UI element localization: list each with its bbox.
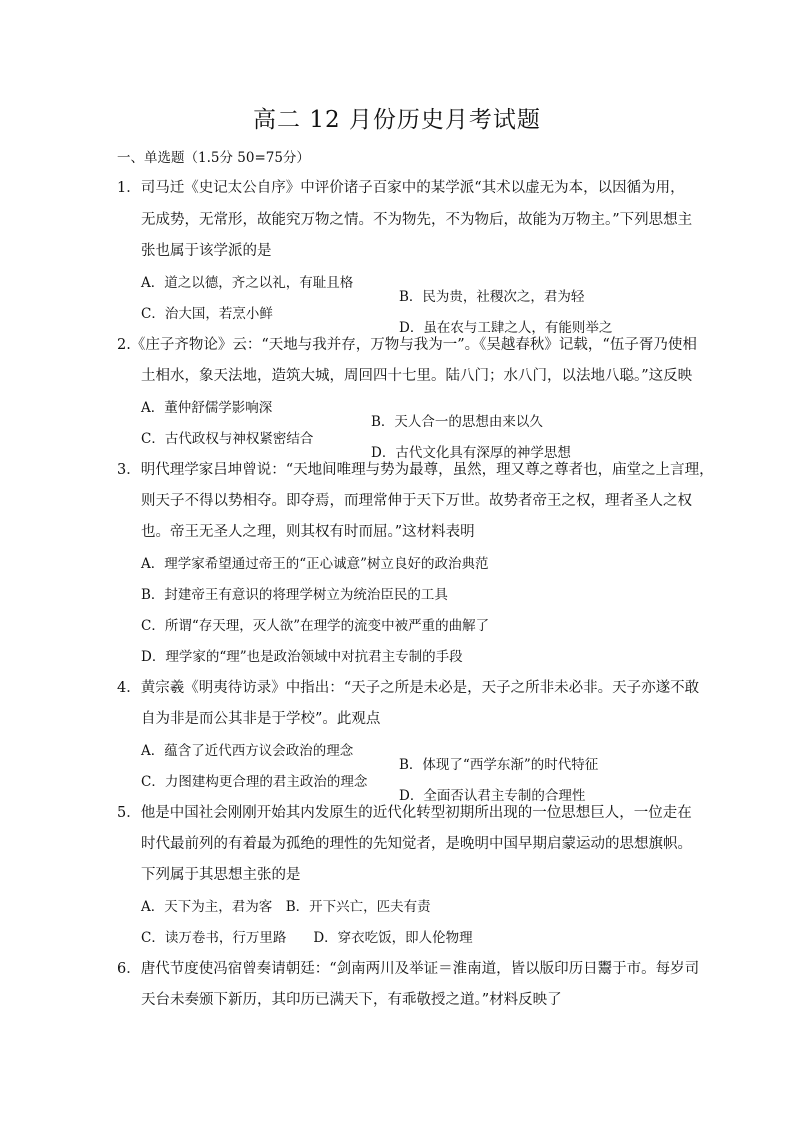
question-1-option-c: C．治大国，若烹小鲜	[141, 306, 273, 322]
question-3-stem-line-2: 则天子不得以势相夺。即夺焉，而理常伸于天下万世。故势者帝王之权，理者圣人之权	[141, 493, 692, 509]
question-2-stem-line-2: 土相水，象天法地，造筑大城，周回四十七里。陆八门；水八门，以法地八聪。”这反映	[141, 368, 693, 384]
question-5-options-cd: C．读万卷书，行万里路 D．穿衣吃饭，即人伦物理	[141, 930, 473, 946]
question-2-option-c: C．古代政权与神权紧密结合	[141, 431, 314, 447]
question-3-stem-line-1: 3．明代理学家吕坤曾说：“天地间唯理与势为最尊，虽然，理又尊之尊者也，庙堂之上言理，	[117, 462, 714, 478]
question-1-stem-line-2: 无成势，无常形，故能究万物之情。不为物先，不为物后，故能为万物主。”下列思想主	[141, 212, 693, 228]
question-3-option-c: C．所谓“存天理，灭人欲”在理学的流变中被严重的曲解了	[141, 618, 490, 634]
question-6-stem-line-1: 6．唐代节度使冯宿曾奏请朝廷：“剑南两川及举证＝淮南道，皆以版印历日鬻于市。每岁司	[117, 961, 700, 977]
question-2-option-b: B．天人合一的思想由来以久	[371, 413, 543, 430]
question-5-options-ab: A．天下为主，君为客 B．开下兴亡，匹夫有责	[141, 899, 431, 915]
question-6-stem-line-2: 天台未奏颁下新历，其印历已满天下，有乖敬授之道。”材料反映了	[141, 992, 562, 1008]
question-5-stem-line-1: 5．他是中国社会刚刚开始其内发原生的近代化转型初期所出现的一位思想巨人，一位走在	[117, 805, 692, 821]
question-4-option-a: A．蕴含了近代西方议会政治的理念	[141, 743, 354, 759]
question-3-option-d: D．理学家的“理”也是政治领域中对抗君主专制的手段	[141, 649, 463, 665]
question-3-stem-line-3: 也。帝王无圣人之理，则其权有时而屈。”这材料表明	[141, 524, 475, 540]
question-1-stem-line-1: 1．司马迁《史记太公自序》中评价诸子百家中的某学派“其术以虚无为本，以因循为用，	[117, 180, 685, 196]
section-heading: 一、单选题（1.5分 50=75分）	[117, 150, 310, 166]
question-1-option-a: A．道之以德，齐之以礼，有耻且格	[141, 275, 354, 291]
question-1-option-b: B．民为贵，社稷次之，君为轻	[399, 288, 585, 305]
question-4-option-c: C．力图建构更合理的君主政治的理念	[141, 774, 368, 790]
question-3-option-b: B．封建帝王有意识的将理学树立为统治臣民的工具	[141, 587, 448, 603]
question-4-option-d: D．全面否认君主专制的合理性	[399, 787, 586, 804]
question-5-stem-line-3: 下列属于其思想主张的是	[141, 867, 301, 883]
question-5-stem-line-2: 时代最前列的有着最为孤绝的理性的先知觉者，是晚明中国早期启蒙运动的思想旗帜。	[141, 836, 692, 852]
question-3-option-a: A．理学家希望通过帝王的“正心诚意”树立良好的政治典范	[141, 556, 489, 572]
question-2-option-a: A．董仲舒儒学影响深	[141, 400, 273, 416]
page-title: 高二 12 月份历史月考试题	[253, 107, 541, 133]
question-4-option-b: B．体现了“西学东渐”的时代特征	[399, 756, 599, 773]
question-2-stem-line-1: 2.《庄子齐物论》云：“天地与我并存，万物与我为一”。《吴越春秋》记载，“伍子胥乃使相	[117, 337, 697, 353]
question-1-stem-line-3: 张也属于该学派的是	[141, 243, 272, 259]
question-1-option-d: D．虽在农与工肆之人，有能则举之	[399, 319, 613, 336]
question-2-option-d: D．古代文化具有深厚的神学思想	[371, 444, 571, 461]
question-4-stem-line-2: 自为非是而公其非是于学校”。此观点	[141, 711, 381, 727]
question-4-stem-line-1: 4．黄宗羲《明夷待访录》中指出：“天子之所是未必是，天子之所非未必非。天子亦遂不敢	[117, 680, 700, 696]
